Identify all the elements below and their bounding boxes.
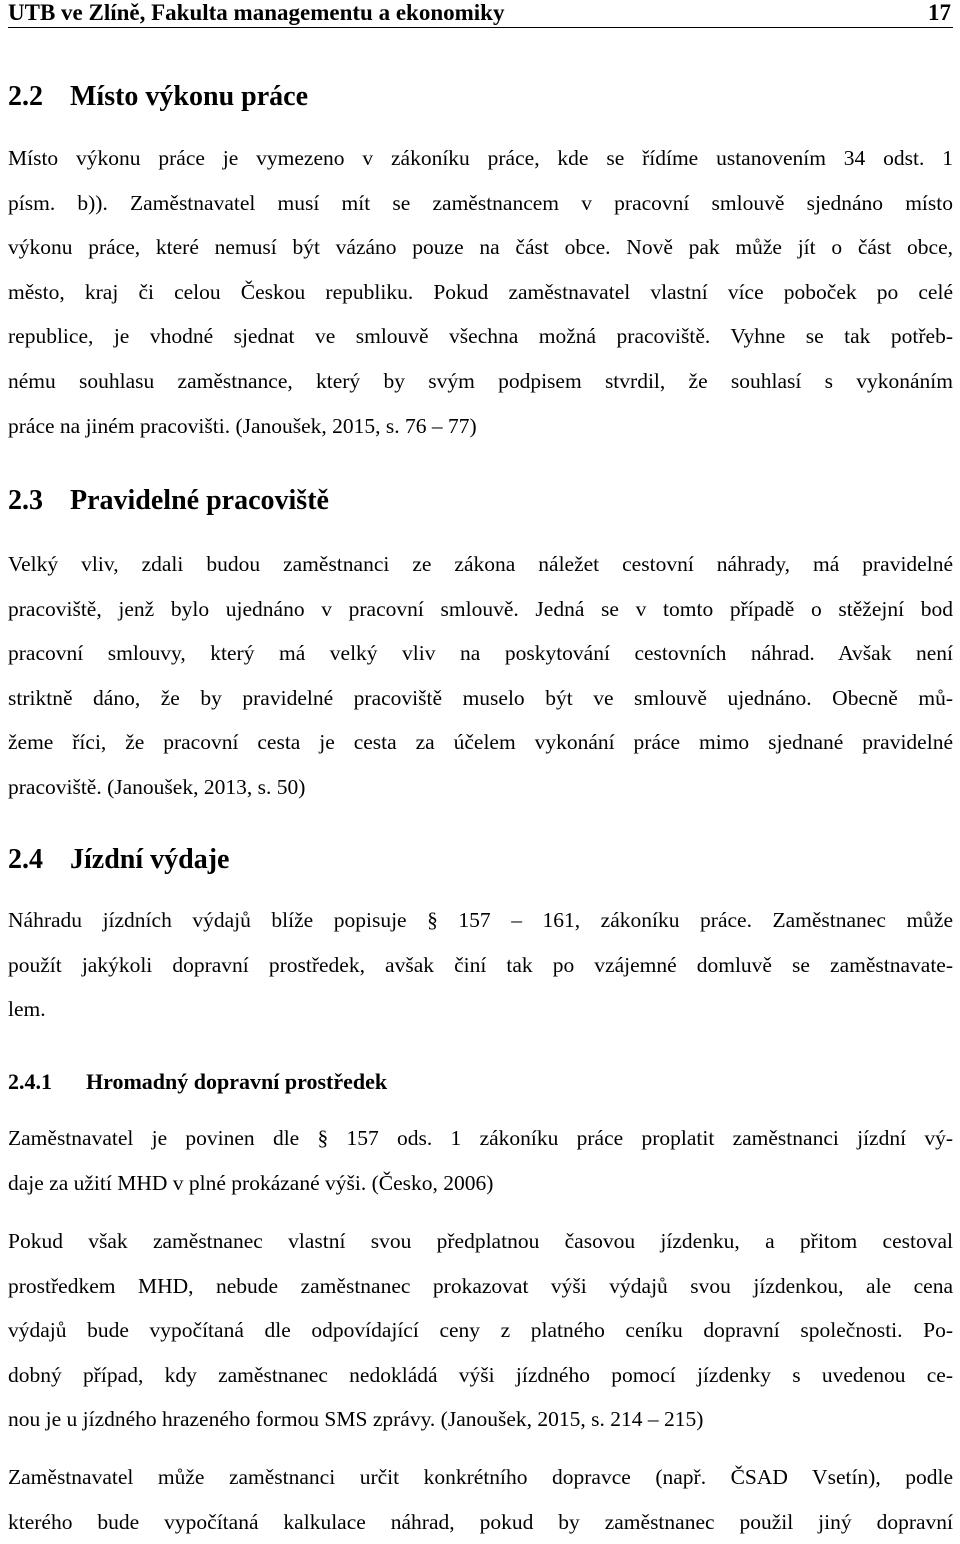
- section-heading-2-4: [8, 843, 229, 877]
- text-line: žeme říci, že pracovní cesta je cesta za účelem vykonání práce mimo sjednané pravidelné: [8, 730, 953, 755]
- text-line: republice, je vhodné sjednat ve smlouvě všechna možná pracoviště. Vyhne se tak potřeb-: [8, 324, 953, 349]
- text-line: nému souhlasu zaměstnance, který by svým podpisem stvrdil, že souhlasí s vykonáním: [8, 368, 953, 393]
- text-line: lem.: [8, 997, 46, 1022]
- text-line: pracoviště. (Janoušek, 2013, s. 50): [8, 774, 306, 799]
- text-line: dobný případ, kdy zaměstnanec nedokládá výši jízdného pomocí jízdenky s uvedenou ce-: [8, 1362, 953, 1387]
- text-line: pracoviště, jenž bylo ujednáno v pracovní smlouvě. Jedná se v tomto případě o stěžejní bod: [8, 596, 953, 621]
- text-line: Pokud však zaměstnanec vlastní svou předplatnou časovou jízdenku, a přitom cestoval: [8, 1229, 953, 1253]
- text-line: práce na jiném pracovišti. (Janoušek, 2015, s. 76 – 77): [8, 413, 477, 438]
- section-title: Místo výkonu práce: [70, 81, 308, 112]
- text-line: kterého bude vypočítaná kalkulace náhrad, pokud by zaměstnanec použil jiný dopravní: [8, 1509, 953, 1534]
- subsection-heading-2-4-1: [8, 1068, 387, 1096]
- text-line: daje za užití MHD v plné prokázané výši. (Česko, 2006): [8, 1170, 494, 1195]
- section-title: Pravidelné pracoviště: [70, 485, 329, 516]
- text-line: nou je u jízdného hrazeného formou SMS zprávy. (Janoušek, 2015, s. 214 – 215): [8, 1407, 704, 1432]
- paragraph: [8, 136, 953, 448]
- text-line: písm. b)). Zaměstnavatel musí mít se zaměstnancem v pracovní smlouvě sjednáno místo: [8, 190, 953, 215]
- section-number: 2.3: [8, 485, 43, 516]
- paragraph: [8, 1455, 953, 1544]
- text-line: město, kraj či celou Českou republiku. Pokud zaměstnavatel vlastní více poboček po celé: [8, 279, 953, 304]
- header-title: UTB ve Zlíně, Fakulta managementu a ekonomiky: [8, 0, 505, 25]
- text-line: výdajů bude vypočítaná dle odpovídající ceny z platného ceníku dopravní společnosti. Po-: [8, 1318, 953, 1343]
- page-number: 17: [928, 0, 951, 25]
- section-number: 2.4: [8, 844, 43, 875]
- section-title: Hromadný dopravní prostředek: [86, 1069, 388, 1094]
- document-page: [8, 0, 953, 1534]
- section-number: 2.2: [8, 81, 43, 112]
- text-line: Zaměstnavatel může zaměstnanci určit konkrétního dopravce (např. ČSAD Vsetín), podle: [8, 1465, 953, 1489]
- paragraph: [8, 542, 953, 810]
- text-line: použít jakýkoli dopravní prostředek, avšak činí tak po vzájemné domluvě se zaměstnavate-: [8, 952, 953, 977]
- text-line: Náhradu jízdních výdajů blíže popisuje § 157 – 161, zákoníku práce. Zaměstnanec může: [8, 908, 953, 932]
- text-line: Zaměstnavatel je povinen dle § 157 ods. 1 zákoníku práce proplatit zaměstnanci jízdní vý-: [8, 1126, 953, 1150]
- text-line: výkonu práce, které nemusí být vázáno pouze na část obce. Nově pak může jít o část obce,: [8, 235, 953, 260]
- text-line: prostředkem MHD, nebude zaměstnanec prokazovat výši výdajů svou jízdenkou, ale cena: [8, 1273, 953, 1298]
- section-number: 2.4.1: [8, 1069, 52, 1094]
- text-line: striktně dáno, že by pravidelné pracoviště muselo být ve smlouvě ujednáno. Obecně mů-: [8, 685, 953, 710]
- paragraph: [8, 1219, 953, 1442]
- section-heading-2-2: [8, 80, 308, 114]
- running-header: [8, 0, 953, 28]
- text-line: pracovní smlouvy, který má velký vliv na poskytování cestovních náhrad. Avšak není: [8, 641, 953, 666]
- section-heading-2-3: [8, 484, 329, 518]
- text-line: Místo výkonu práce je vymezeno v zákoníku práce, kde se řídíme ustanovením 34 odst. 1: [8, 146, 953, 170]
- paragraph: [8, 898, 953, 1032]
- section-title: Jízdní výdaje: [70, 844, 230, 875]
- paragraph: [8, 1116, 953, 1205]
- text-line: Velký vliv, zdali budou zaměstnanci ze zákona náležet cestovní náhrady, má pravidelné: [8, 552, 953, 576]
